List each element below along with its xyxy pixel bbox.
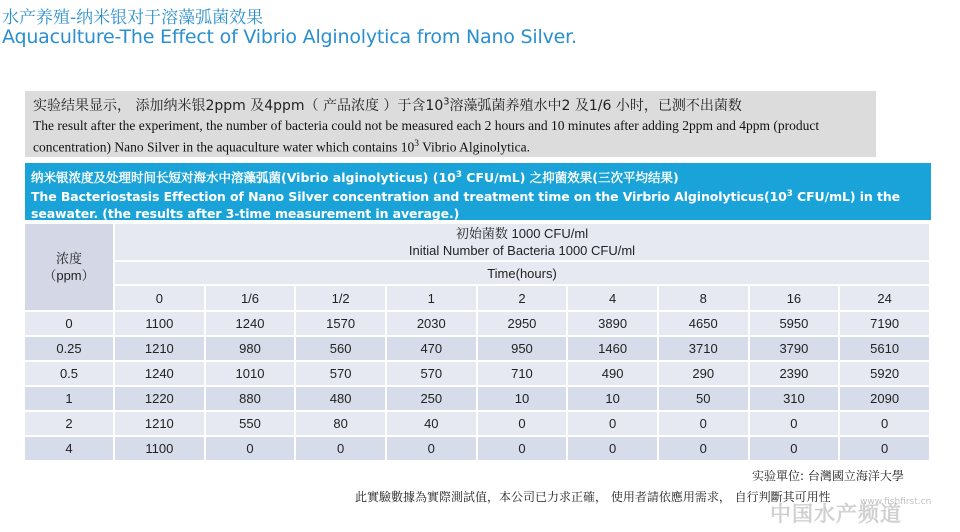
table-row: [25, 312, 931, 337]
value-cell: 1100: [115, 312, 206, 337]
concentration-cell: 4: [25, 437, 115, 462]
table-row: [25, 412, 931, 437]
page-title-cn: 水产养殖-纳米银对于溶藻弧菌效果: [2, 8, 264, 28]
value-cell: 0: [750, 412, 841, 437]
result-note-cn: 实验结果显示， 添加纳米银2ppm 及4ppm（ 产品浓度 ）于含$10^3$溶藻弧菌养殖水中2 及1/6 小时，已测不出菌数: [33, 96, 742, 114]
hour-header-cell: 1/2: [296, 286, 387, 312]
value-cell: 0: [478, 412, 569, 437]
concentration-cell: 0.5: [25, 362, 115, 387]
value-cell: 950: [478, 337, 569, 362]
hour-header-cell: 24: [840, 286, 931, 312]
result-note: [25, 91, 876, 157]
table-title-en: The Bacteriostasis Effection of Nano Silver concentration and treatment time on the Virbrio $Alginolyticus(10^3$ CFU/mL) in the seawater. (the results after 3-time measurement in average.): [31, 189, 901, 222]
value-cell: 980: [206, 337, 297, 362]
value-cell: 5950: [750, 312, 841, 337]
concentration-cell: 0: [25, 312, 115, 337]
watermark-url: www.fishfirst.cn: [860, 497, 932, 507]
value-cell: 0: [840, 437, 931, 462]
value-cell: 250: [387, 387, 478, 412]
value-cell: 1240: [206, 312, 297, 337]
value-cell: 560: [296, 337, 387, 362]
hour-header-cell: 1: [387, 286, 478, 312]
result-note-en: The result after the experiment, the number of bacteria could not be measured each 2 hours and 10 minutes after adding 2ppm and 4ppm (product concentration) Nano Silver in the aquaculture water which contains $10^3$ Vibrio Alginolytica.: [33, 118, 820, 155]
value-cell: 0: [568, 437, 659, 462]
hour-header-cell: 8: [659, 286, 750, 312]
value-cell: 4650: [659, 312, 750, 337]
lab-unit: 实验單位: 台灣國立海洋大學: [752, 469, 904, 483]
value-cell: 0: [206, 437, 297, 462]
value-cell: 1100: [115, 437, 206, 462]
value-cell: 0: [750, 437, 841, 462]
value-cell: 0: [659, 412, 750, 437]
value-cell: 2030: [387, 312, 478, 337]
value-cell: 480: [296, 387, 387, 412]
value-cell: 40: [387, 412, 478, 437]
value-cell: 2950: [478, 312, 569, 337]
hours-header-row: [25, 286, 931, 312]
value-cell: 570: [387, 362, 478, 387]
value-cell: 550: [206, 412, 297, 437]
value-cell: 490: [568, 362, 659, 387]
disclaimer: 此實驗數據為實際測試值，本公司已力求正確， 使用者請依應用需求， 自行判斷其可用性: [355, 490, 831, 504]
table-row: [25, 387, 931, 412]
value-cell: 290: [659, 362, 750, 387]
value-cell: 710: [478, 362, 569, 387]
table-row: [25, 362, 931, 387]
value-cell: 0: [659, 437, 750, 462]
value-cell: 0: [840, 412, 931, 437]
value-cell: 5920: [840, 362, 931, 387]
value-cell: 1240: [115, 362, 206, 387]
value-cell: 7190: [840, 312, 931, 337]
hour-header-cell: 1/6: [206, 286, 297, 312]
value-cell: 3890: [568, 312, 659, 337]
hour-header-cell: 4: [568, 286, 659, 312]
value-cell: 1010: [206, 362, 297, 387]
value-cell: 5610: [840, 337, 931, 362]
value-cell: 470: [387, 337, 478, 362]
concentration-cell: 0.25: [25, 337, 115, 362]
concentration-cell: 2: [25, 412, 115, 437]
value-cell: 880: [206, 387, 297, 412]
table-row: [25, 337, 931, 362]
value-cell: 50: [659, 387, 750, 412]
bacteria-table: [25, 224, 931, 462]
page-title-en: Aquaculture-The Effect of Vibrio Alginolytica from Nano Silver.: [2, 26, 577, 48]
hour-header-cell: 0: [115, 286, 206, 312]
value-cell: 570: [296, 362, 387, 387]
value-cell: 0: [296, 437, 387, 462]
initial-bacteria-header: 初始菌数 1000 CFU/ml Initial Number of Bacteria 1000 CFU/ml: [115, 224, 931, 262]
value-cell: 80: [296, 412, 387, 437]
value-cell: 1460: [568, 337, 659, 362]
value-cell: 3790: [750, 337, 841, 362]
value-cell: 2390: [750, 362, 841, 387]
table-title-banner: [25, 163, 931, 220]
hour-header-cell: 2: [478, 286, 569, 312]
value-cell: 1210: [115, 412, 206, 437]
hour-header-cell: 16: [750, 286, 841, 312]
concentration-cell: 1: [25, 387, 115, 412]
table-row: [25, 437, 931, 462]
value-cell: 0: [387, 437, 478, 462]
concentration-header: 浓度 （ppm）: [25, 224, 115, 312]
value-cell: 10: [478, 387, 569, 412]
table-title-cn: 纳米银浓度及处理时间长短对海水中溶藻弧菌(Vibrio alginolyticus) ($10^3$ CFU/mL) 之抑菌效果(三次平均结果): [31, 170, 679, 186]
value-cell: 3710: [659, 337, 750, 362]
value-cell: 2090: [840, 387, 931, 412]
value-cell: 0: [568, 412, 659, 437]
value-cell: 310: [750, 387, 841, 412]
watermark-logo: 中国水产频道: [770, 502, 902, 526]
value-cell: 0: [478, 437, 569, 462]
value-cell: 1570: [296, 312, 387, 337]
time-header: Time(hours): [115, 262, 931, 286]
value-cell: 1220: [115, 387, 206, 412]
value-cell: 10: [568, 387, 659, 412]
value-cell: 1210: [115, 337, 206, 362]
